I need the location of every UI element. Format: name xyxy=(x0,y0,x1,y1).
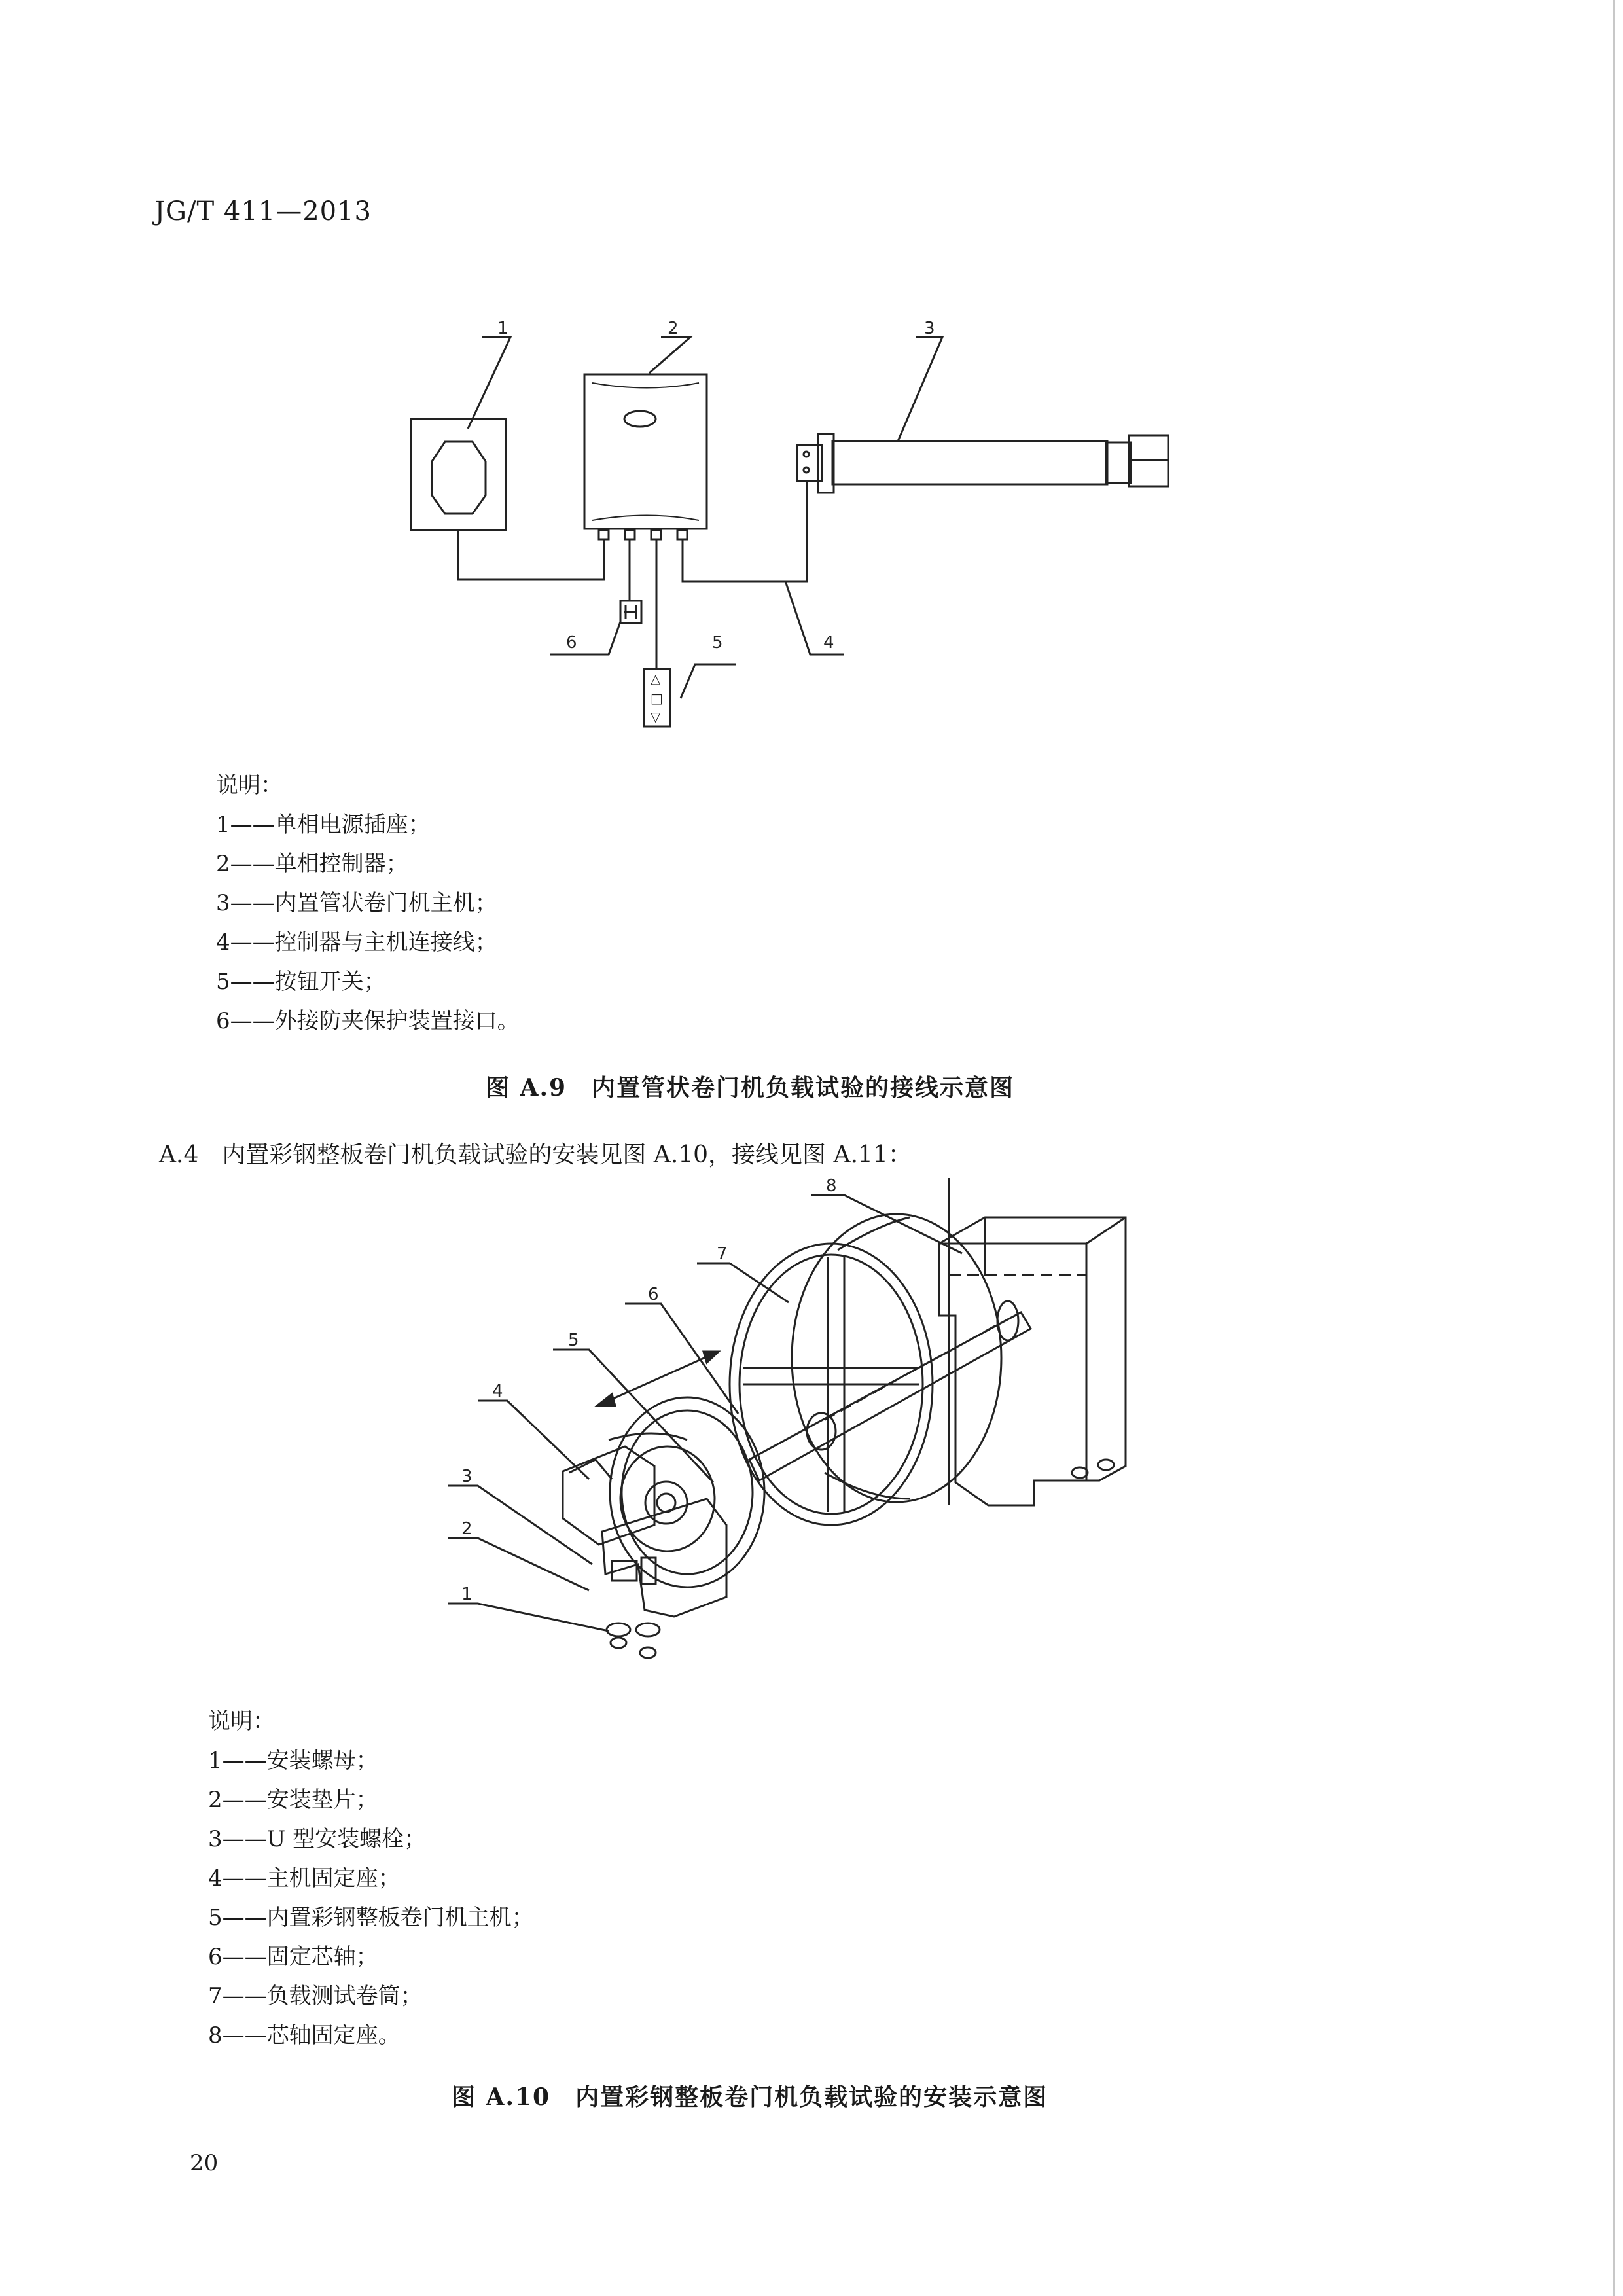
mandrel-fixed-seat xyxy=(939,1217,1126,1505)
page-number: 20 xyxy=(190,2150,219,2176)
legend-a9-title: 说明： xyxy=(216,772,283,798)
button-up-icon: △ xyxy=(651,671,661,687)
fixed-mandrel xyxy=(749,1312,1031,1480)
callout-7: 7 xyxy=(717,1244,728,1264)
washer xyxy=(607,1623,630,1636)
mounting-nut xyxy=(611,1638,626,1648)
callout-4: 4 xyxy=(823,633,834,653)
legend-a9-item: 1——单相电源插座； xyxy=(216,812,431,838)
callout-4: 4 xyxy=(492,1382,503,1401)
legend-a9-item: 2——单相控制器； xyxy=(216,851,408,877)
figure-a10-caption: 图 A.10 内置彩钢整板卷门机负载试验的安装示意图 xyxy=(452,2083,1048,2111)
load-test-drum-back xyxy=(792,1214,1001,1502)
legend-a10-item: 1——安装螺母； xyxy=(208,1748,378,1774)
legend-a10-item: 8——芯轴固定座。 xyxy=(208,2022,401,2049)
legend-a9-item: 6——外接防夹保护装置接口。 xyxy=(216,1008,520,1034)
callout-3: 3 xyxy=(924,319,935,338)
legend-a9-item: 4——控制器与主机连接线； xyxy=(216,929,497,956)
callout-2: 2 xyxy=(461,1519,473,1539)
legend-a10-item: 5——内置彩钢整板卷门机主机； xyxy=(208,1905,534,1931)
callout-5: 5 xyxy=(712,633,723,653)
callout-6: 6 xyxy=(648,1285,659,1304)
callout-5: 5 xyxy=(568,1331,579,1350)
callout-3: 3 xyxy=(461,1467,473,1486)
legend-a10-item: 7——负载测试卷筒； xyxy=(208,1983,423,2009)
legend-a10-item: 3——U 型安装螺栓； xyxy=(208,1826,427,1852)
legend-a10-item: 2——安装垫片； xyxy=(208,1787,378,1813)
legend-a9-item: 5——按钮开关； xyxy=(216,969,386,995)
legend-a10-title: 说明： xyxy=(208,1708,275,1734)
legend-a10 xyxy=(208,1741,534,2055)
callout-1: 1 xyxy=(461,1585,473,1604)
section-a4-text: A.4 内置彩钢整板卷门机负载试验的安装见图 A.10，接线见图 A.11： xyxy=(159,1141,912,1168)
legend-a10-item: 4——主机固定座； xyxy=(208,1865,401,1892)
legend-a10-item: 6——固定芯轴； xyxy=(208,1944,378,1970)
motor-hub xyxy=(645,1482,687,1524)
figure-a9-caption: 图 A.9 内置管状卷门机负载试验的接线示意图 xyxy=(486,1074,1015,1102)
callout-8: 8 xyxy=(826,1176,837,1196)
button-down-icon: ▽ xyxy=(651,709,661,725)
callout-1: 1 xyxy=(497,319,508,338)
button-stop-icon: □ xyxy=(651,691,663,706)
callout-2: 2 xyxy=(668,319,679,338)
callout-6: 6 xyxy=(566,633,577,653)
legend-a9-item: 3——内置管状卷门机主机； xyxy=(216,890,497,916)
document-code: JG/T 411—2013 xyxy=(154,196,372,226)
u-bolt xyxy=(602,1499,726,1617)
built-in-door-motor xyxy=(610,1397,764,1587)
